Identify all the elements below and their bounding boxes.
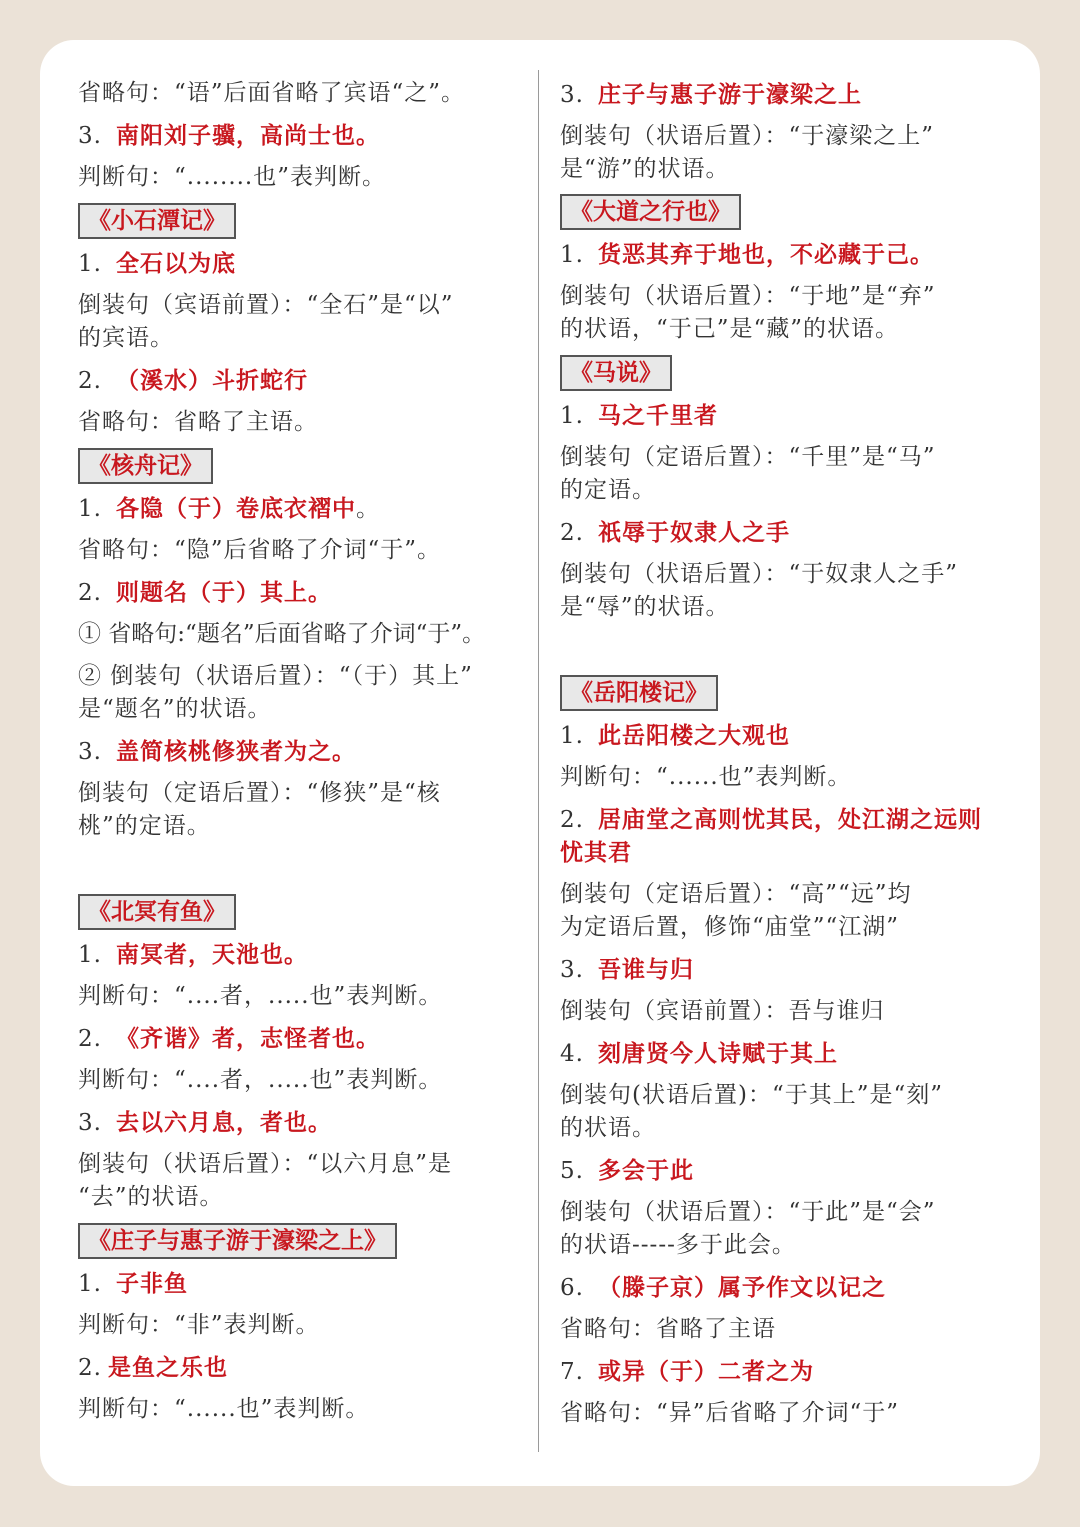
note-line: 省略句：省略了主语。	[78, 409, 318, 435]
note-line: 省略句：“语”后面省略了宾语“之”。	[78, 80, 466, 106]
note-line: 倒装句（状语后置）：“于奴隶人之手”	[560, 561, 959, 587]
sentence-line: 7. 或异（于）二者之为	[560, 1358, 814, 1385]
note-line: “去”的状语。	[78, 1184, 224, 1210]
sentence-line: 5. 多会于此	[560, 1157, 694, 1184]
note-line: 省略句：“隐”后省略了介词“于”。	[78, 537, 442, 563]
sentence-line: 1. 此岳阳楼之大观也	[560, 722, 790, 749]
sentence-line: 1. 全石以为底	[78, 250, 236, 277]
sentence-line: 1. 南冥者，天池也。	[78, 941, 308, 968]
note-line: 判断句：“....者，.....也”表判断。	[78, 1067, 443, 1093]
note-line: 倒装句（状语后置）：“于地”是“弃”	[560, 283, 936, 309]
note-line: 倒装句（定语后置）：“高”“远”均	[560, 881, 912, 907]
column-divider	[538, 70, 539, 1452]
section-title: 《庄子与惠子游于濠梁之上》	[78, 1223, 397, 1259]
note-line: 是“游”的状语。	[560, 156, 730, 182]
note-line: 判断句：“......也”表判断。	[78, 1396, 370, 1422]
section-title: 《大道之行也》	[560, 194, 741, 230]
note-line: 的状语，“于己”是“藏”的状语。	[560, 316, 900, 342]
sentence-line: 3. 南阳刘子骥，高尚士也。	[78, 122, 380, 149]
note-line: 的状语。	[560, 1115, 656, 1141]
note-line: 省略句：“异”后省略了介词“于”	[560, 1400, 900, 1426]
sentence-line: 2. 祇辱于奴隶人之手	[560, 519, 790, 546]
sentence-line: 2. 《齐谐》者，志怪者也。	[78, 1025, 380, 1052]
note-line: 判断句：“....者，.....也”表判断。	[78, 983, 443, 1009]
note-line: 桃”的定语。	[78, 813, 211, 839]
note-line: 是“辱”的状语。	[560, 594, 730, 620]
note-line: 的定语。	[560, 477, 656, 503]
sentence-line: 2. 是鱼之乐也	[78, 1354, 228, 1381]
sentence-line: 3. 盖简核桃修狭者为之。	[78, 738, 356, 765]
sentence-line: 1. 子非鱼	[78, 1270, 188, 1297]
note-line: 判断句：“........也”表判断。	[78, 164, 387, 190]
sentence-line: 2. （溪水）斗折蛇行	[78, 367, 308, 394]
sentence-line: 3. 庄子与惠子游于濠梁之上	[560, 81, 862, 108]
sentence-line-cont: 忧其君	[560, 839, 632, 866]
sentence-line: 2. 则题名（于）其上。	[78, 579, 332, 606]
sentence-line: 1. 各隐（于）卷底衣褶中。	[78, 495, 380, 522]
note-line: 的宾语。	[78, 325, 174, 351]
note-line: 倒装句（定语后置）：“修狭”是“核	[78, 780, 441, 806]
note-line: 的状语-----多于此会。	[560, 1232, 796, 1258]
sentence-line: 6. （滕子京）属予作文以记之	[560, 1274, 886, 1301]
section-title: 《北冥有鱼》	[78, 894, 236, 930]
note-line: 倒装句（定语后置）：“千里”是“马”	[560, 444, 936, 470]
note-line: 为定语后置，修饰“庙堂”“江湖”	[560, 914, 900, 940]
sentence-line: 2. 居庙堂之高则忧其民，处江湖之远则	[560, 806, 982, 833]
sentence-line: 3. 去以六月息，者也。	[78, 1109, 332, 1136]
note-line: 判断句：“......也”表判断。	[560, 764, 852, 790]
sentence-line: 4. 刻唐贤今人诗赋于其上	[560, 1040, 838, 1067]
note-line: 倒装句（状语后置）：“于濠梁之上”	[560, 123, 935, 149]
sentence-line: 1. 马之千里者	[560, 402, 718, 429]
section-title: 《小石潭记》	[78, 203, 236, 239]
note-line: 倒装句(状语后置)：“于其上”是“刻”	[560, 1082, 943, 1108]
note-line: 是“题名”的状语。	[78, 696, 272, 722]
note-line: 省略句：省略了主语	[560, 1316, 776, 1342]
note-line: ① 省略句:“题名”后面省略了介词“于”。	[78, 621, 486, 647]
note-line: 倒装句（宾语前置）：“全石”是“以”	[78, 292, 454, 318]
note-line: 倒装句（宾语前置）：吾与谁归	[560, 998, 885, 1024]
section-title: 《核舟记》	[78, 448, 213, 484]
section-title: 《岳阳楼记》	[560, 675, 718, 711]
sentence-line: 1. 货恶其弃于地也，不必藏于己。	[560, 241, 934, 268]
note-line: 倒装句（状语后置）：“以六月息”是	[78, 1151, 453, 1177]
note-line: 判断句：“非”表判断。	[78, 1312, 320, 1338]
note-line: ② 倒装句（状语后置）：“（于）其上”	[78, 663, 473, 689]
section-title: 《马说》	[560, 355, 672, 391]
note-line: 倒装句（状语后置）：“于此”是“会”	[560, 1199, 936, 1225]
sentence-line: 3. 吾谁与归	[560, 956, 694, 983]
